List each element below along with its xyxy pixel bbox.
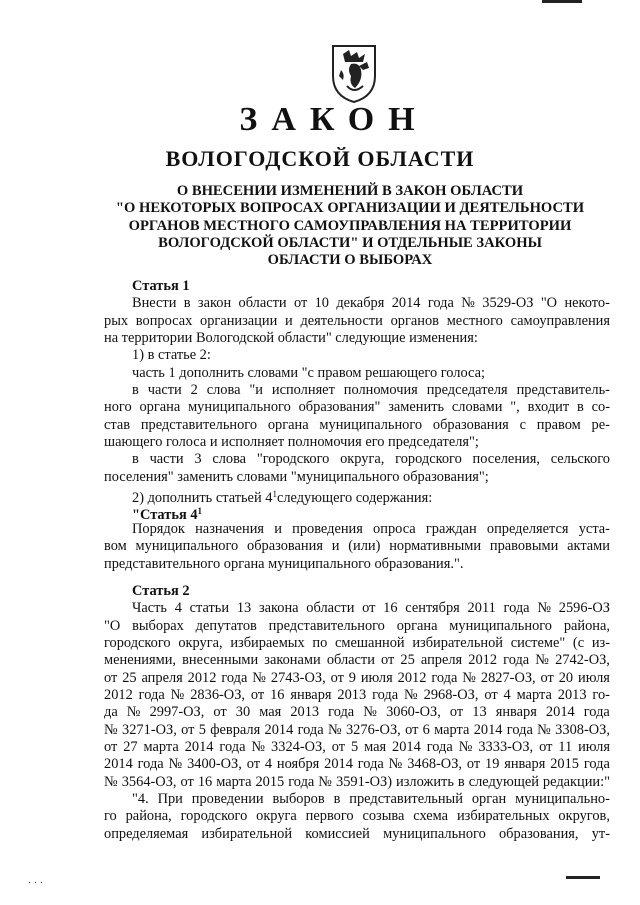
coat-of-arms-icon xyxy=(329,40,379,104)
text-line: № 3564-ОЗ, от 16 марта 2015 года № 3591-ОЗ) изложить в следующей редакции:" xyxy=(104,773,610,790)
text-line: Часть 4 статьи 13 закона области от 16 сентября 2011 года № 2596-ОЗ xyxy=(132,600,610,617)
article-heading: Статья 2 xyxy=(132,582,190,599)
superscript: 1 xyxy=(197,506,203,517)
text-line: став представительного органа муниципального образования с правом ре- xyxy=(104,416,610,433)
region-title: ВОЛОГОДСКОЙ ОБЛАСТИ xyxy=(165,146,475,171)
text-line: часть 1 дополнить словами "с правом решающего голоса; xyxy=(132,364,485,381)
text-line: на территории Вологодской области" следующие изменения: xyxy=(104,330,478,347)
text-line: "4. При проведении выборов в представительный орган муниципально- xyxy=(132,790,610,807)
text-line: "О выборах депутатов представительного органа муниципального района, xyxy=(104,617,610,634)
scan-mark-bottom-right xyxy=(566,876,600,879)
subtitle-line: ОБЛАСТИ О ВЫБОРАХ xyxy=(267,252,433,269)
text-line: поселения" заменить словами "муниципального образования"; xyxy=(104,468,489,485)
text-line: в части 2 слова "и исполняет полномочия председателя представитель- xyxy=(132,382,610,399)
text-line: от 27 марта 2014 года № 3324-ОЗ, от 5 мая 2014 года № 3333-ОЗ, от 11 июля xyxy=(104,738,610,755)
item2-prefix: 2) дополнить статьей 4 xyxy=(132,490,273,507)
text-line: ного органа муниципального образования" заменить словами ", входит в со- xyxy=(104,399,610,416)
text-line: 2012 года № 2836-ОЗ, от 16 января 2013 года № 2968-ОЗ, от 4 марта 2013 го- xyxy=(104,686,610,703)
subtitle-line: ОРГАНОВ МЕСТНОГО САМОУПРАВЛЕНИЯ НА ТЕРРИТОРИИ xyxy=(128,217,572,234)
subtitle-line: О ВНЕСЕНИИ ИЗМЕНЕНИЙ В ЗАКОН ОБЛАСТИ xyxy=(176,183,524,199)
text-line: шающего голоса и исполняет полномочия его председателя"; xyxy=(104,434,479,451)
text-line: городского округа, избираемых по смешанной избирательной системе" (с из- xyxy=(104,634,610,651)
text-line: Порядок назначения и проведения опроса граждан определяется уста- xyxy=(132,520,610,537)
text-line: в части 3 слова "городского округа, городского поселения, сельского xyxy=(132,451,610,468)
scan-mark-top xyxy=(542,0,582,3)
text-line: 1) в статье 2: xyxy=(132,347,211,364)
law-body xyxy=(104,278,610,843)
item2-suffix: следующего содержания: xyxy=(276,490,433,507)
text-line: вом муниципального образования и (или) нормативными правовыми актами xyxy=(104,538,610,555)
text-line: го района, городского округа первого созыва схема избирательных округов, xyxy=(104,808,610,825)
text-line: определяемая избирательной комиссией муниципального образования, ут- xyxy=(104,825,610,842)
article-2 xyxy=(104,583,610,843)
new-article-prefix: "Статья 4 xyxy=(132,507,198,524)
text-line: менениями, внесенными законами области от 25 апреля 2012 года № 2742-ОЗ, xyxy=(104,652,610,669)
text-line: 2014 года № 3400-ОЗ, от 4 ноября 2014 года № 3468-ОЗ, от 19 января 2015 года xyxy=(104,756,610,773)
text-line: да № 2997-ОЗ, от 30 мая 2013 года № 3060-ОЗ, от 13 января 2014 года xyxy=(104,704,610,721)
law-subtitle xyxy=(80,183,620,269)
text-line xyxy=(104,486,610,507)
law-title: ЗАКОН xyxy=(239,101,429,138)
scan-mark-bottom-left: · · · xyxy=(28,878,43,889)
subtitle-line: "О НЕКОТОРЫХ ВОПРОСАХ ОРГАНИЗАЦИИ И ДЕЯТЕЛЬНОСТИ xyxy=(115,200,585,217)
article-heading: Статья 1 xyxy=(132,278,190,294)
subtitle-line: ВОЛОГОДСКОЙ ОБЛАСТИ" И ОТДЕЛЬНЫЕ ЗАКОНЫ xyxy=(158,234,542,251)
text-line: № 3271-ОЗ, от 5 февраля 2014 года № 3276-ОЗ, от 6 марта 2014 года № 3308-ОЗ, xyxy=(104,721,610,738)
text-line: рых вопросах организации и деятельности органов местного самоуправления xyxy=(104,312,610,329)
text-line: представительного органа муниципального образования.". xyxy=(104,555,464,572)
text-line: Внести в закон области от 10 декабря 2014 года № 3529-ОЗ "О некото- xyxy=(132,295,610,312)
text-line: от 25 апреля 2012 года № 2743-ОЗ, от 9 июля 2012 года № 2827-ОЗ, от 20 июля xyxy=(104,669,610,686)
article-1 xyxy=(104,278,610,573)
superscript: 1 xyxy=(272,489,277,500)
